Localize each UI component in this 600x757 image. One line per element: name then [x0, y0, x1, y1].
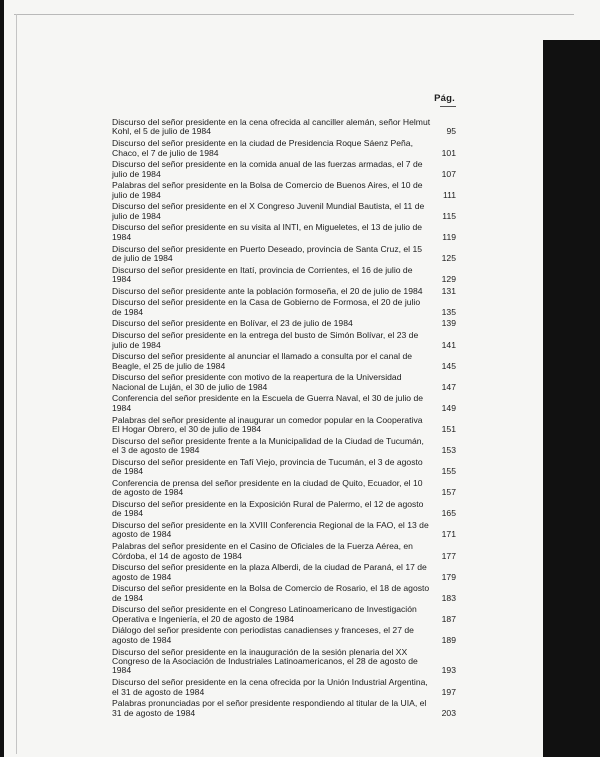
toc-entry — [112, 626, 456, 645]
toc-entry-page: 165 — [441, 508, 456, 519]
scan-border-right — [543, 40, 600, 757]
toc-entry-page: 111 — [442, 189, 456, 200]
toc-entry-page: 129 — [441, 274, 456, 285]
toc-entry-title: Discurso del señor presidente en el Congreso Latinoamericano de Investigación Operativa e Ingeniería, el 20 de agosto de 1984 — [112, 604, 417, 624]
toc-entry-title: Discurso del señor presidente en la ciudad de Presidencia Roque Sáenz Peña, Chaco, el 7 de julio de 1984 — [112, 138, 413, 158]
toc-entry-page: 119 — [442, 231, 456, 242]
toc-entry-page: 183 — [441, 592, 456, 603]
toc-entry — [112, 139, 456, 158]
toc-entry-title: Discurso del señor presidente en la XVIII Conferencia Regional de la FAO, el 13 de agosto de 1984 — [112, 519, 429, 540]
toc-entry-page: 95 — [446, 126, 456, 137]
toc-entry — [112, 563, 456, 582]
toc-entry-title: Discurso del señor presidente frente a la Municipalidad de la Ciudad de Tucumán, el 3 de agosto de 1984 — [112, 435, 424, 456]
scan-border-top — [14, 14, 574, 15]
toc-entry — [112, 678, 456, 697]
toc-entry — [112, 181, 456, 200]
toc-entry-page: 171 — [441, 529, 456, 540]
toc-entry-title: Discurso del señor presidente en la cena ofrecida al canciller alemán, señor Helmut Kohl, el 5 de julio de 1984 — [112, 117, 431, 137]
scan-border-left — [16, 14, 17, 754]
toc-entry-title: Discurso del señor presidente en Tafí Viejo, provincia de Tucumán, el 3 de agosto de 1984 — [112, 456, 423, 477]
page-column-header: Pág. — [434, 93, 455, 104]
toc-entry-page: 189 — [441, 634, 456, 645]
toc-entry-page: 107 — [441, 168, 456, 179]
toc-entry — [112, 298, 456, 317]
toc-entry-page: 131 — [441, 285, 456, 296]
toc-entry — [112, 542, 456, 561]
toc-entry-title: Conferencia del señor presidente en la Escuela de Guerra Naval, el 30 de julio de 1984 — [112, 393, 423, 413]
toc-entry-title: Discurso del señor presidente ante la población formoseña, el 20 de julio de 1984 — [112, 285, 423, 296]
toc-entry-title: Conferencia de prensa del señor presidente en la ciudad de Quito, Ecuador, el 10 de agosto de 1984 — [112, 477, 423, 498]
toc-entry-title: Palabras del señor presidente en la Bolsa de Comercio de Buenos Aires, el 10 de julio de 1984 — [112, 180, 423, 200]
toc-entry — [112, 331, 456, 350]
toc-entry-title: Discurso del señor presidente en Bolívar, el 23 de julio de 1984 — [112, 318, 353, 329]
toc-entry-page: 141 — [441, 339, 456, 350]
toc-entry-title: Discurso del señor presidente en la Exposición Rural de Palermo, el 12 de agosto de 1984 — [112, 498, 424, 519]
toc-entry-title: Discurso del señor presidente en su visita al INTI, en Migueletes, el 13 de julio de 1984 — [112, 222, 423, 242]
toc-entry-title: Discurso del señor presidente en el X Congreso Juvenil Mundial Bautista, el 11 de julio de 1984 — [112, 201, 425, 221]
toc-entry-page: 197 — [441, 686, 456, 697]
toc-entry-title: Discurso del señor presidente al anunciar el llamado a consulta por el canal de Beagle, el 25 de julio de 1984 — [112, 351, 413, 371]
header-underline — [440, 106, 456, 107]
toc-entry-page: 151 — [441, 423, 456, 434]
toc-entry — [112, 699, 456, 718]
toc-list — [112, 118, 456, 718]
toc-entry-title: Palabras del señor presidente en el Casino de Oficiales de la Fuerza Aérea, en Córdoba, el 14 de agosto de 1984 — [112, 541, 413, 561]
toc-entry-page: 157 — [441, 487, 456, 498]
toc-entry-page: 187 — [441, 613, 456, 624]
toc-entry-title: Palabras del señor presidente al inaugurar un comedor popular en la Cooperativa El Hogar Obrero, el 30 de julio de 1984 — [112, 414, 423, 434]
toc-entry — [112, 202, 456, 221]
toc-entry — [112, 437, 456, 456]
toc-entry-page: 135 — [441, 306, 456, 317]
toc-entry — [112, 118, 456, 137]
toc-entry-page: 177 — [441, 550, 456, 561]
toc-entry — [112, 584, 456, 603]
toc-entry — [112, 266, 456, 285]
toc-entry-page: 139 — [441, 318, 456, 329]
toc-entry-page: 155 — [441, 466, 456, 477]
toc-entry-page: 145 — [441, 360, 456, 371]
toc-entry-title: Palabras pronunciadas por el señor presidente respondiendo al titular de la UIA, el 31 de agosto de 1984 — [112, 698, 427, 718]
toc-entry-title: Discurso del señor presidente en la Casa de Gobierno de Formosa, el 20 de julio de 1984 — [112, 297, 421, 317]
toc-entry-page: 149 — [441, 402, 456, 413]
toc-entry-page: 153 — [441, 445, 456, 456]
toc-entry — [112, 394, 456, 413]
toc-entry-title: Discurso del señor presidente en la entrega del busto de Simón Bolívar, el 23 de julio de 1984 — [112, 330, 419, 350]
toc-entry-title: Discurso del señor presidente en la comida anual de las fuerzas armadas, el 7 de julio de 1984 — [112, 159, 423, 179]
toc-entry — [112, 245, 456, 264]
toc-entry-title: Discurso del señor presidente en la inauguración de la sesión plenaria del XX Congreso de la Asociación de Industriales Latinoamericanos, el 28 de agosto de 1984 — [112, 646, 418, 676]
toc-entry-title: Diálogo del señor presidente con periodistas canadienses y franceses, el 27 de agosto de 1984 — [112, 625, 414, 645]
toc-entry-page: 125 — [441, 253, 456, 264]
toc-entry — [112, 352, 456, 371]
toc-entry-title: Discurso del señor presidente en la Bolsa de Comercio de Rosario, el 18 de agosto de 1984 — [112, 583, 430, 603]
toc-entry — [112, 500, 456, 519]
toc-entry — [112, 319, 456, 328]
toc-entry-page: 147 — [441, 381, 456, 392]
toc-entry — [112, 373, 456, 392]
toc-entry — [112, 160, 456, 179]
toc-entry-page: 115 — [442, 210, 456, 221]
toc-entry-page: 203 — [441, 707, 456, 718]
toc-entry — [112, 223, 456, 242]
toc-entry-page: 179 — [441, 571, 456, 582]
toc-entry — [112, 521, 456, 540]
toc-entry — [112, 605, 456, 624]
toc-entry — [112, 458, 456, 477]
toc-entry-title: Discurso del señor presidente en Puerto Deseado, provincia de Santa Cruz, el 15 de julio de 1984 — [112, 243, 423, 264]
toc-entry-title: Discurso del señor presidente en Itatí, provincia de Corrientes, el 16 de julio de 1984 — [112, 264, 413, 285]
toc-entry — [112, 287, 456, 296]
toc-entry-page: 193 — [441, 665, 456, 676]
table-of-contents — [112, 93, 456, 720]
toc-entry — [112, 416, 456, 435]
toc-entry — [112, 648, 456, 676]
toc-entry-title: Discurso del señor presidente con motivo de la reapertura de la Universidad Nacional de Luján, el 30 de julio de 1984 — [112, 372, 402, 392]
scan-edge-left — [0, 0, 4, 757]
toc-entry-page: 101 — [441, 147, 456, 158]
toc-entry-title: Discurso del señor presidente en la plaza Alberdi, de la ciudad de Paraná, el 17 de agosto de 1984 — [112, 562, 427, 582]
toc-entry — [112, 479, 456, 498]
toc-entry-title: Discurso del señor presidente en la cena ofrecida por la Unión Industrial Argentina, el 31 de agosto de 1984 — [112, 677, 428, 697]
